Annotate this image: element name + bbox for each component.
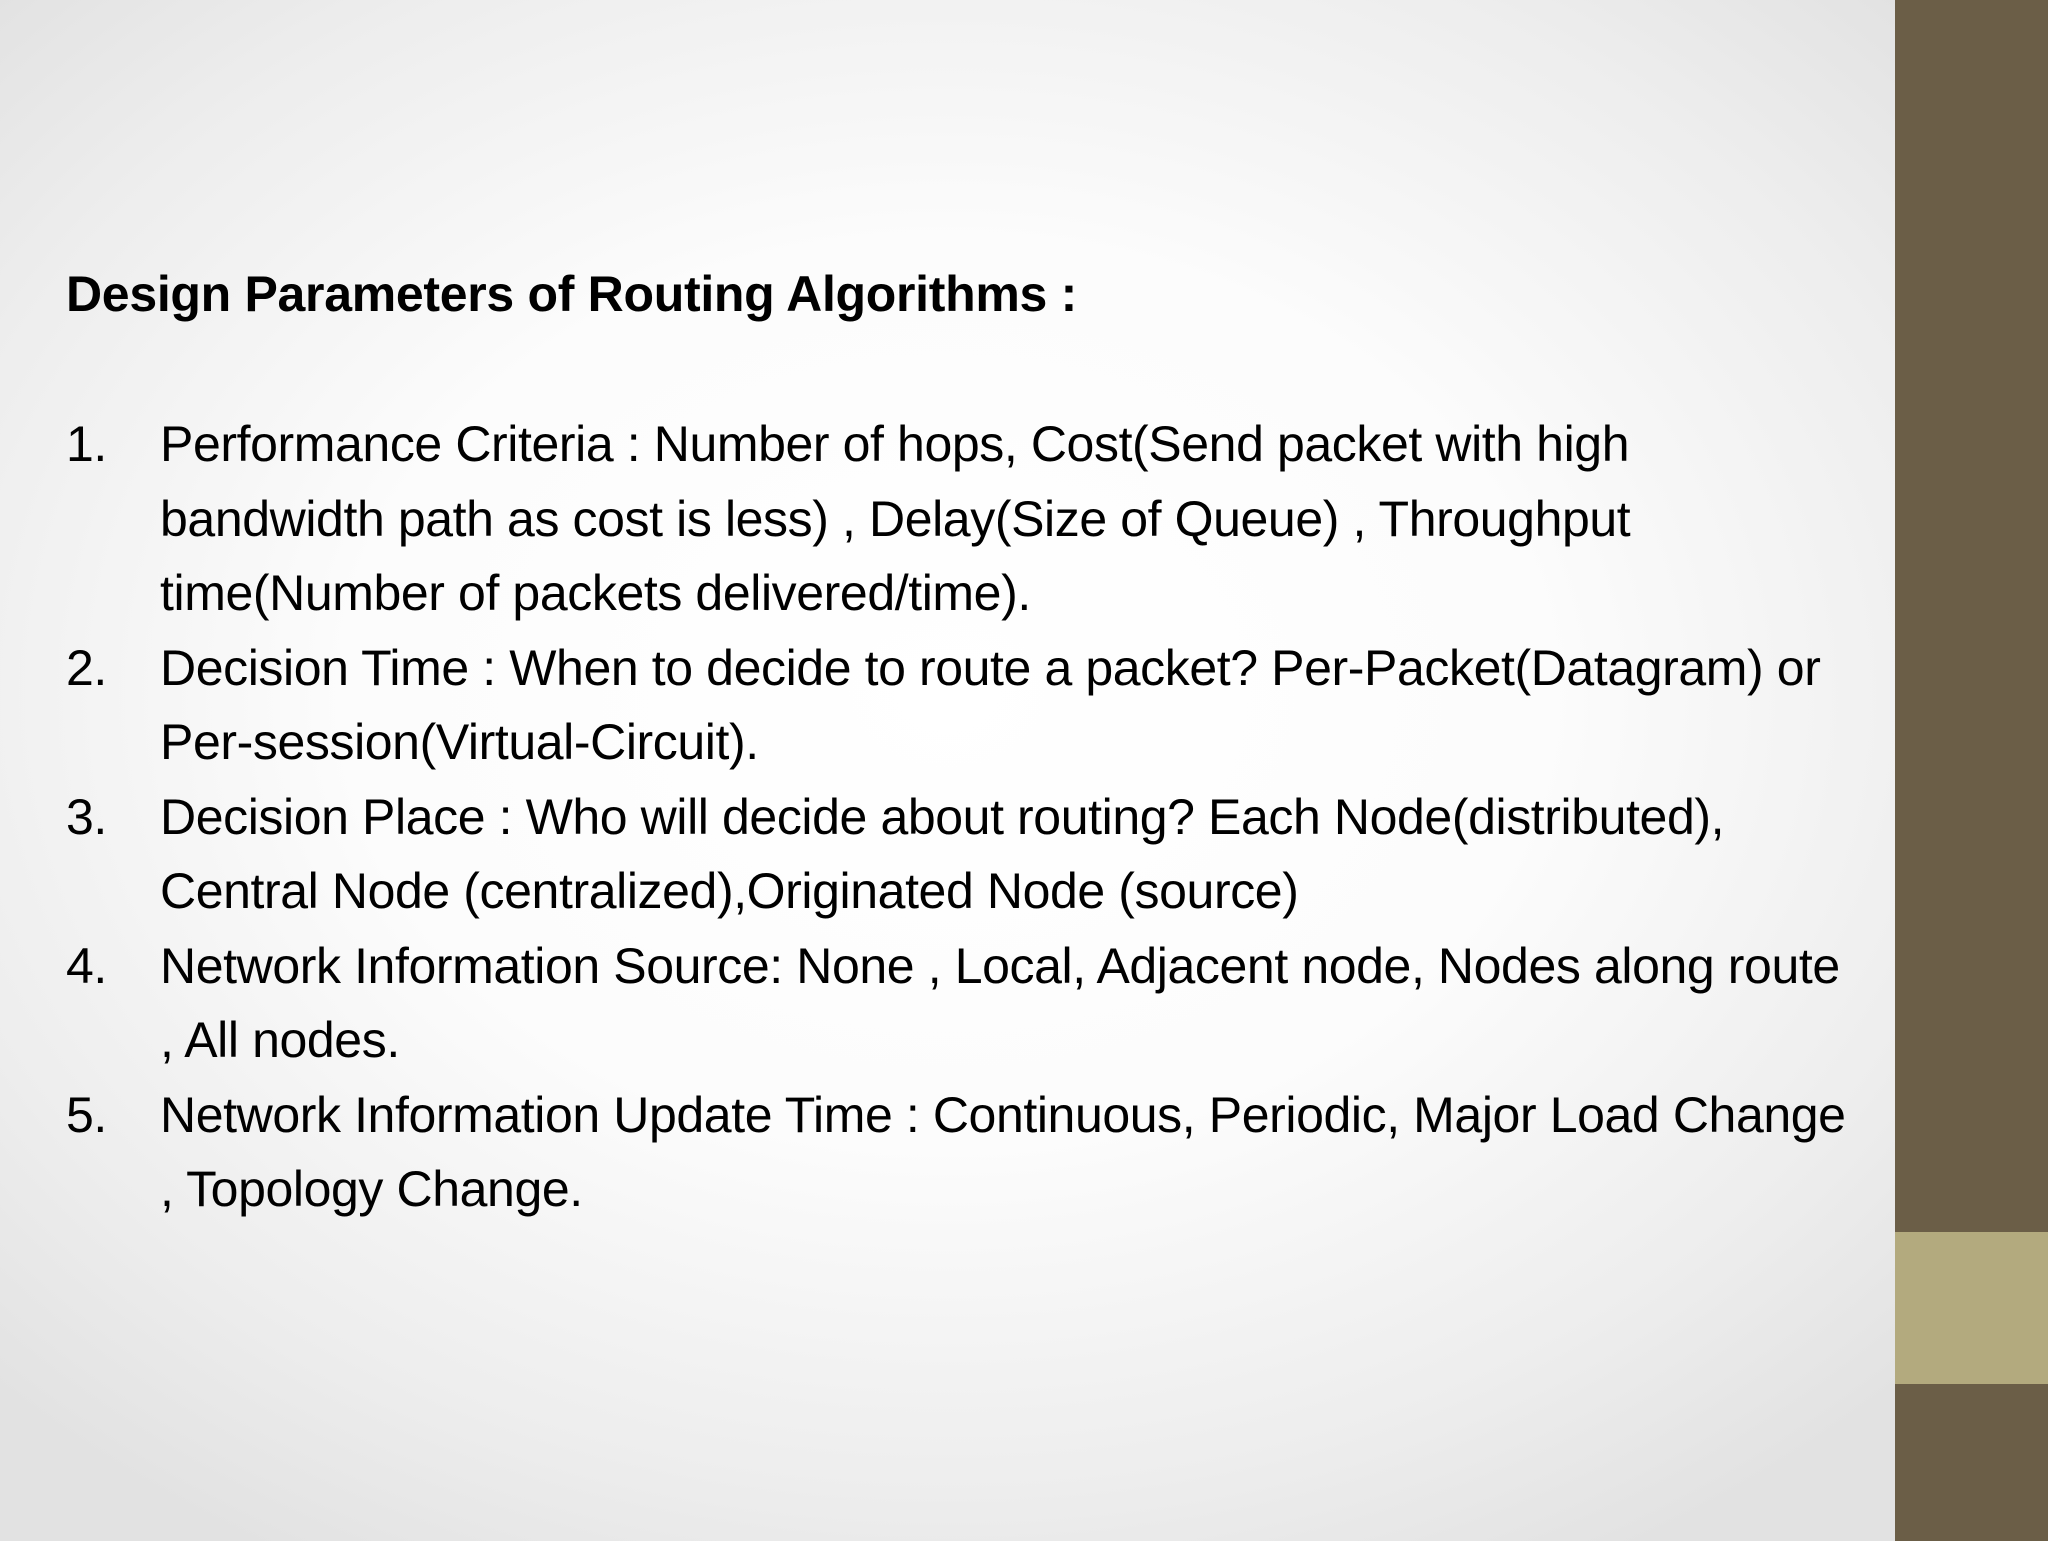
list-item	[66, 929, 1866, 1078]
list-item	[66, 631, 1866, 780]
list-item	[66, 407, 1866, 631]
list-item-number: 1.	[66, 416, 107, 472]
list-item-number: 2.	[66, 639, 107, 696]
list-item	[66, 780, 1866, 929]
slide-content	[66, 258, 1866, 1227]
sidebar-accent-band	[1895, 1232, 2048, 1384]
decorative-sidebar	[1895, 0, 2048, 1541]
sidebar-dark-band-top	[1895, 0, 2048, 1232]
list-item-text: Decision Time : When to decide to route a packet? Per-Packet(Datagram) or Per-session(Virtual-Circuit).	[160, 639, 1821, 770]
sidebar-dark-band-bottom	[1895, 1384, 2048, 1541]
list-item-number: 3.	[66, 788, 107, 845]
list-item-number: 5.	[66, 1086, 107, 1143]
list-item-text: Performance Criteria : Number of hops, Cost(Send packet with high bandwidth path as cost is less) , Delay(Size of Queue) , Throughput time(Number of packets delivered/time).	[160, 416, 1631, 621]
slide-title: Design Parameters of Routing Algorithms :	[66, 266, 1077, 322]
list-item-text: Decision Place : Who will decide about routing? Each Node(distributed), Central Node (centralized),Originated Node (source)	[160, 788, 1725, 919]
list-item-number: 4.	[66, 937, 107, 994]
list-item	[66, 1078, 1866, 1227]
list-item-text: Network Information Update Time : Continuous, Periodic, Major Load Change , Topology Change.	[160, 1086, 1846, 1217]
list-item-text: Network Information Source: None , Local, Adjacent node, Nodes along route , All nodes.	[160, 937, 1840, 1068]
parameter-list	[66, 407, 1866, 1227]
